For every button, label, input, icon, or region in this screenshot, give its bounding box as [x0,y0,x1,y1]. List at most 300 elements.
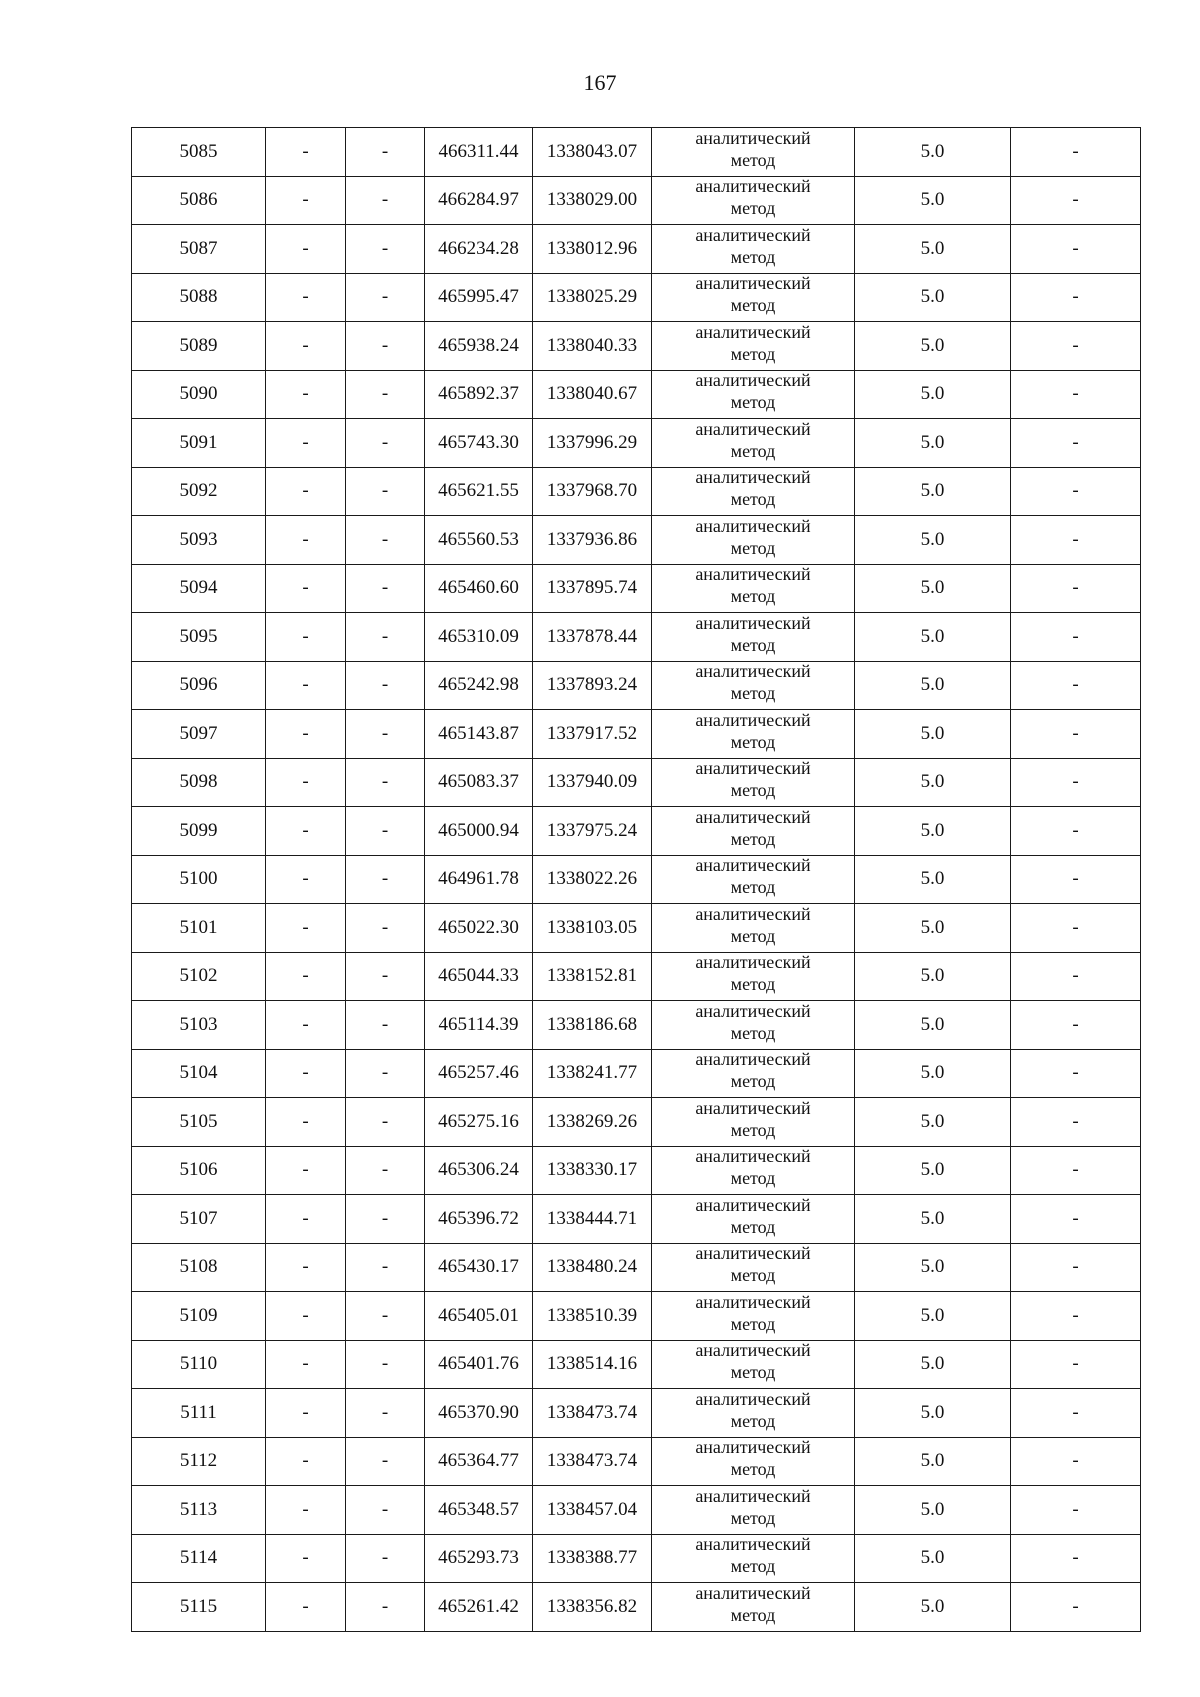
column-3-cell: - [346,1001,425,1050]
method-line-1: аналитический [695,1340,811,1361]
method-cell [652,1243,855,1292]
column-3-cell: - [346,1583,425,1632]
column-2-cell: - [266,710,346,759]
method-line-2: метод [730,1313,776,1334]
table-row [132,1098,1141,1147]
point-number-cell: 5101 [132,904,266,953]
precision-cell: 5.0 [855,661,1011,710]
column-3-cell: - [346,322,425,371]
y-coordinate-cell: 1338241.77 [533,1049,652,1098]
column-9-cell: - [1011,1146,1141,1195]
column-9-cell: - [1011,1049,1141,1098]
column-2-cell: - [266,322,346,371]
point-number-cell: 5114 [132,1534,266,1583]
method-cell [652,1534,855,1583]
point-number-cell: 5100 [132,855,266,904]
x-coordinate-cell: 465114.39 [425,1001,533,1050]
column-2-cell: - [266,1486,346,1535]
method-line-2: метод [730,489,776,510]
table-row [132,952,1141,1001]
method-cell [652,564,855,613]
method-line-1: аналитический [695,1388,811,1409]
table-row [132,1195,1141,1244]
point-number-cell: 5097 [132,710,266,759]
column-2-cell: - [266,661,346,710]
point-number-cell: 5096 [132,661,266,710]
column-9-cell: - [1011,467,1141,516]
column-3-cell: - [346,1292,425,1341]
precision-cell: 5.0 [855,613,1011,662]
x-coordinate-cell: 465364.77 [425,1437,533,1486]
y-coordinate-cell: 1338330.17 [533,1146,652,1195]
x-coordinate-cell: 465022.30 [425,904,533,953]
x-coordinate-cell: 465370.90 [425,1389,533,1438]
method-cell [652,1389,855,1438]
column-2-cell: - [266,225,346,274]
method-cell [652,952,855,1001]
y-coordinate-cell: 1338356.82 [533,1583,652,1632]
method-line-1: аналитический [695,321,811,342]
column-2-cell: - [266,419,346,468]
point-number-cell: 5091 [132,419,266,468]
method-line-2: метод [730,440,776,461]
point-number-cell: 5092 [132,467,266,516]
method-line-1: аналитический [695,564,811,585]
method-line-1: аналитический [695,176,811,197]
x-coordinate-cell: 465460.60 [425,564,533,613]
method-line-1: аналитический [695,903,811,924]
precision-cell: 5.0 [855,176,1011,225]
column-3-cell: - [346,1486,425,1535]
point-number-cell: 5088 [132,273,266,322]
column-3-cell: - [346,1437,425,1486]
point-number-cell: 5095 [132,613,266,662]
x-coordinate-cell: 465257.46 [425,1049,533,1098]
method-line-2: метод [730,392,776,413]
method-line-2: метод [730,295,776,316]
table-row [132,855,1141,904]
x-coordinate-cell: 466284.97 [425,176,533,225]
table-row [132,467,1141,516]
point-number-cell: 5104 [132,1049,266,1098]
y-coordinate-cell: 1337936.86 [533,516,652,565]
column-3-cell: - [346,467,425,516]
column-9-cell: - [1011,613,1141,662]
method-line-2: метод [730,246,776,267]
point-number-cell: 5090 [132,370,266,419]
column-3-cell: - [346,1340,425,1389]
column-9-cell: - [1011,904,1141,953]
method-line-1: аналитический [695,1194,811,1215]
x-coordinate-cell: 465293.73 [425,1534,533,1583]
method-cell [652,1583,855,1632]
method-line-1: аналитический [695,612,811,633]
table-row [132,1340,1141,1389]
column-2-cell: - [266,613,346,662]
x-coordinate-cell: 465044.33 [425,952,533,1001]
y-coordinate-cell: 1338514.16 [533,1340,652,1389]
point-number-cell: 5110 [132,1340,266,1389]
y-coordinate-cell: 1338480.24 [533,1243,652,1292]
precision-cell: 5.0 [855,516,1011,565]
x-coordinate-cell: 465560.53 [425,516,533,565]
column-2-cell: - [266,1195,346,1244]
method-line-2: метод [730,1022,776,1043]
precision-cell: 5.0 [855,855,1011,904]
table-row [132,176,1141,225]
column-2-cell: - [266,1389,346,1438]
precision-cell: 5.0 [855,419,1011,468]
column-3-cell: - [346,128,425,177]
method-cell [652,1340,855,1389]
method-cell [652,613,855,662]
x-coordinate-cell: 465401.76 [425,1340,533,1389]
method-cell [652,128,855,177]
y-coordinate-cell: 1337940.09 [533,758,652,807]
table-row [132,128,1141,177]
precision-cell: 5.0 [855,225,1011,274]
method-line-2: метод [730,537,776,558]
column-2-cell: - [266,1534,346,1583]
method-line-1: аналитический [695,224,811,245]
method-line-1: аналитический [695,273,811,294]
table-row [132,1486,1141,1535]
column-2-cell: - [266,904,346,953]
method-cell [652,1001,855,1050]
y-coordinate-cell: 1337895.74 [533,564,652,613]
y-coordinate-cell: 1338457.04 [533,1486,652,1535]
table-row [132,516,1141,565]
column-2-cell: - [266,1583,346,1632]
table-row [132,1534,1141,1583]
point-number-cell: 5093 [132,516,266,565]
column-9-cell: - [1011,516,1141,565]
precision-cell: 5.0 [855,1098,1011,1147]
method-cell [652,1049,855,1098]
method-line-1: аналитический [695,855,811,876]
precision-cell: 5.0 [855,758,1011,807]
precision-cell: 5.0 [855,1195,1011,1244]
column-3-cell: - [346,225,425,274]
column-3-cell: - [346,952,425,1001]
column-2-cell: - [266,176,346,225]
method-cell [652,1195,855,1244]
y-coordinate-cell: 1338012.96 [533,225,652,274]
precision-cell: 5.0 [855,1049,1011,1098]
method-line-2: метод [730,1119,776,1140]
method-cell [652,1486,855,1535]
method-cell [652,1146,855,1195]
table-body [132,128,1141,1632]
point-number-cell: 5094 [132,564,266,613]
method-line-1: аналитический [695,370,811,391]
y-coordinate-cell: 1338152.81 [533,952,652,1001]
y-coordinate-cell: 1338040.33 [533,322,652,371]
table-row [132,1389,1141,1438]
point-number-cell: 5098 [132,758,266,807]
x-coordinate-cell: 465396.72 [425,1195,533,1244]
column-3-cell: - [346,855,425,904]
precision-cell: 5.0 [855,952,1011,1001]
column-2-cell: - [266,467,346,516]
x-coordinate-cell: 466234.28 [425,225,533,274]
method-line-1: аналитический [695,661,811,682]
method-cell [652,904,855,953]
precision-cell: 5.0 [855,904,1011,953]
column-9-cell: - [1011,1389,1141,1438]
point-number-cell: 5102 [132,952,266,1001]
table-row [132,419,1141,468]
y-coordinate-cell: 1338040.67 [533,370,652,419]
point-number-cell: 5089 [132,322,266,371]
column-9-cell: - [1011,225,1141,274]
method-cell [652,516,855,565]
y-coordinate-cell: 1338473.74 [533,1437,652,1486]
column-2-cell: - [266,1340,346,1389]
point-number-cell: 5103 [132,1001,266,1050]
method-line-1: аналитический [695,952,811,973]
table-row [132,1146,1141,1195]
method-cell [652,661,855,710]
x-coordinate-cell: 465242.98 [425,661,533,710]
method-line-1: аналитический [695,1049,811,1070]
point-number-cell: 5108 [132,1243,266,1292]
page-number: 167 [583,70,617,95]
column-2-cell: - [266,1049,346,1098]
column-3-cell: - [346,661,425,710]
table-row [132,1049,1141,1098]
table-row [132,807,1141,856]
method-cell [652,176,855,225]
precision-cell: 5.0 [855,1292,1011,1341]
table-row [132,564,1141,613]
column-9-cell: - [1011,855,1141,904]
precision-cell: 5.0 [855,1389,1011,1438]
column-9-cell: - [1011,758,1141,807]
method-line-2: метод [730,198,776,219]
method-line-1: аналитический [695,709,811,730]
x-coordinate-cell: 465405.01 [425,1292,533,1341]
x-coordinate-cell: 465310.09 [425,613,533,662]
precision-cell: 5.0 [855,322,1011,371]
method-line-2: метод [730,1168,776,1189]
column-9-cell: - [1011,176,1141,225]
method-line-2: метод [730,877,776,898]
column-2-cell: - [266,370,346,419]
y-coordinate-cell: 1337917.52 [533,710,652,759]
x-coordinate-cell: 465938.24 [425,322,533,371]
column-2-cell: - [266,855,346,904]
x-coordinate-cell: 465083.37 [425,758,533,807]
y-coordinate-cell: 1337996.29 [533,419,652,468]
method-line-1: аналитический [695,1243,811,1264]
method-line-2: метод [730,731,776,752]
method-line-2: метод [730,925,776,946]
point-number-cell: 5085 [132,128,266,177]
method-line-1: аналитический [695,418,811,439]
method-line-1: аналитический [695,1534,811,1555]
column-9-cell: - [1011,322,1141,371]
column-2-cell: - [266,952,346,1001]
x-coordinate-cell: 465348.57 [425,1486,533,1535]
point-number-cell: 5106 [132,1146,266,1195]
column-2-cell: - [266,564,346,613]
table-row [132,613,1141,662]
method-line-1: аналитический [695,1582,811,1603]
precision-cell: 5.0 [855,1340,1011,1389]
method-line-2: метод [730,1410,776,1431]
column-3-cell: - [346,1098,425,1147]
table-row [132,322,1141,371]
method-line-1: аналитический [695,1485,811,1506]
column-2-cell: - [266,1243,346,1292]
method-line-2: метод [730,586,776,607]
y-coordinate-cell: 1338388.77 [533,1534,652,1583]
y-coordinate-cell: 1337893.24 [533,661,652,710]
column-3-cell: - [346,904,425,953]
x-coordinate-cell: 465306.24 [425,1146,533,1195]
x-coordinate-cell: 465995.47 [425,273,533,322]
column-9-cell: - [1011,1437,1141,1486]
column-9-cell: - [1011,710,1141,759]
column-3-cell: - [346,370,425,419]
column-9-cell: - [1011,370,1141,419]
point-number-cell: 5113 [132,1486,266,1535]
precision-cell: 5.0 [855,564,1011,613]
method-cell [652,855,855,904]
column-9-cell: - [1011,1486,1141,1535]
point-number-cell: 5112 [132,1437,266,1486]
column-3-cell: - [346,758,425,807]
table-row [132,661,1141,710]
table-row [132,758,1141,807]
precision-cell: 5.0 [855,1437,1011,1486]
column-2-cell: - [266,758,346,807]
method-cell [652,807,855,856]
precision-cell: 5.0 [855,128,1011,177]
precision-cell: 5.0 [855,1534,1011,1583]
precision-cell: 5.0 [855,1001,1011,1050]
method-line-2: метод [730,634,776,655]
y-coordinate-cell: 1337968.70 [533,467,652,516]
column-9-cell: - [1011,1340,1141,1389]
method-cell [652,225,855,274]
table-row [132,710,1141,759]
column-9-cell: - [1011,1195,1141,1244]
method-line-2: метод [730,780,776,801]
method-line-2: метод [730,343,776,364]
y-coordinate-cell: 1338186.68 [533,1001,652,1050]
x-coordinate-cell: 465892.37 [425,370,533,419]
method-cell [652,322,855,371]
column-3-cell: - [346,613,425,662]
column-9-cell: - [1011,1001,1141,1050]
method-line-2: метод [730,828,776,849]
y-coordinate-cell: 1338269.26 [533,1098,652,1147]
column-9-cell: - [1011,1098,1141,1147]
column-2-cell: - [266,807,346,856]
point-number-cell: 5115 [132,1583,266,1632]
column-9-cell: - [1011,807,1141,856]
precision-cell: 5.0 [855,1243,1011,1292]
column-3-cell: - [346,516,425,565]
method-line-2: метод [730,683,776,704]
method-line-2: метод [730,1265,776,1286]
point-number-cell: 5111 [132,1389,266,1438]
method-line-1: аналитический [695,515,811,536]
column-3-cell: - [346,1195,425,1244]
y-coordinate-cell: 1337878.44 [533,613,652,662]
x-coordinate-cell: 464961.78 [425,855,533,904]
method-cell [652,1098,855,1147]
y-coordinate-cell: 1338029.00 [533,176,652,225]
method-line-2: метод [730,1459,776,1480]
method-cell [652,710,855,759]
table-row [132,1001,1141,1050]
column-3-cell: - [346,176,425,225]
table-row [132,1583,1141,1632]
point-number-cell: 5107 [132,1195,266,1244]
precision-cell: 5.0 [855,370,1011,419]
method-line-1: аналитический [695,806,811,827]
method-cell [652,273,855,322]
method-line-2: метод [730,1362,776,1383]
point-number-cell: 5086 [132,176,266,225]
method-line-1: аналитический [695,467,811,488]
method-cell [652,1292,855,1341]
x-coordinate-cell: 466311.44 [425,128,533,177]
column-9-cell: - [1011,1292,1141,1341]
column-3-cell: - [346,1146,425,1195]
method-line-1: аналитический [695,1291,811,1312]
column-9-cell: - [1011,952,1141,1001]
y-coordinate-cell: 1338510.39 [533,1292,652,1341]
column-3-cell: - [346,710,425,759]
x-coordinate-cell: 465275.16 [425,1098,533,1147]
method-line-2: метод [730,1216,776,1237]
point-number-cell: 5099 [132,807,266,856]
x-coordinate-cell: 465430.17 [425,1243,533,1292]
y-coordinate-cell: 1338444.71 [533,1195,652,1244]
column-2-cell: - [266,273,346,322]
column-2-cell: - [266,1437,346,1486]
column-9-cell: - [1011,661,1141,710]
method-line-1: аналитический [695,1097,811,1118]
precision-cell: 5.0 [855,467,1011,516]
table-row [132,904,1141,953]
method-cell [652,467,855,516]
precision-cell: 5.0 [855,273,1011,322]
column-2-cell: - [266,128,346,177]
method-line-2: метод [730,974,776,995]
column-9-cell: - [1011,1243,1141,1292]
column-2-cell: - [266,1292,346,1341]
point-number-cell: 5109 [132,1292,266,1341]
precision-cell: 5.0 [855,1146,1011,1195]
coordinates-table [131,127,1141,1632]
table-row [132,1292,1141,1341]
method-cell [652,419,855,468]
method-line-2: метод [730,1604,776,1625]
column-2-cell: - [266,1146,346,1195]
precision-cell: 5.0 [855,1486,1011,1535]
x-coordinate-cell: 465143.87 [425,710,533,759]
x-coordinate-cell: 465000.94 [425,807,533,856]
method-line-1: аналитический [695,1437,811,1458]
column-9-cell: - [1011,564,1141,613]
column-3-cell: - [346,564,425,613]
y-coordinate-cell: 1337975.24 [533,807,652,856]
